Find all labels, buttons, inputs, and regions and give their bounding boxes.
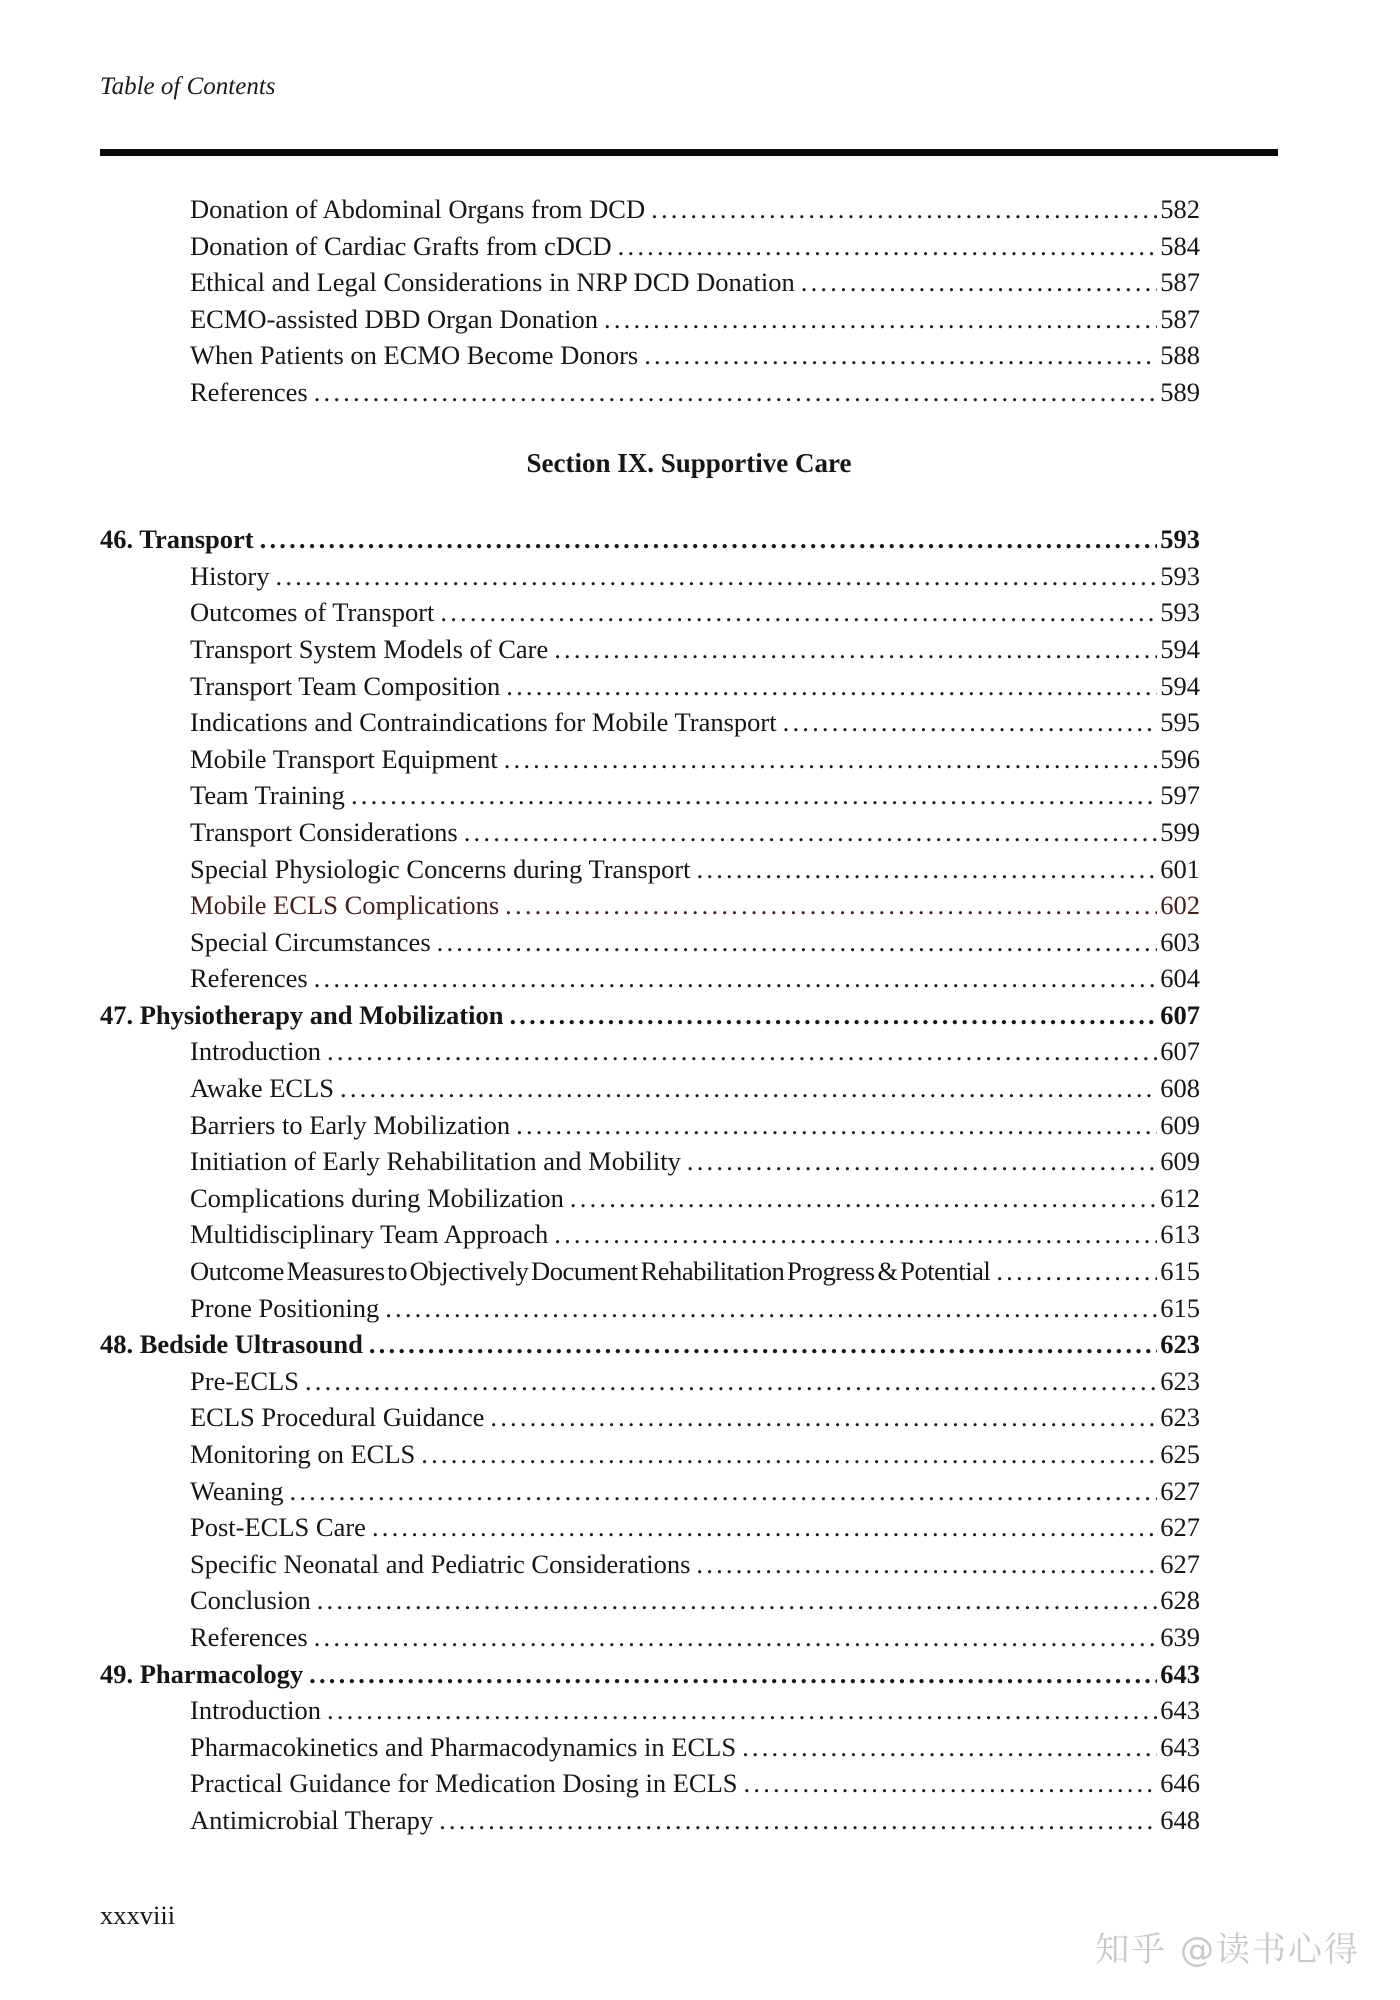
entry-page: 597 bbox=[1160, 780, 1200, 811]
entry-page: 609 bbox=[1160, 1109, 1200, 1140]
entry-label: Introduction bbox=[190, 1036, 321, 1067]
dot-leader bbox=[314, 1619, 1158, 1656]
entry-page: 648 bbox=[1160, 1804, 1200, 1835]
entry-page: 623 bbox=[1160, 1329, 1200, 1360]
toc-entry bbox=[100, 1802, 1200, 1839]
toc-entry bbox=[100, 1363, 1200, 1400]
dot-leader bbox=[744, 1765, 1158, 1802]
dot-leader bbox=[464, 814, 1158, 851]
dot-leader bbox=[509, 997, 1157, 1034]
entry-page: 615 bbox=[1160, 1256, 1200, 1287]
entry-page: 596 bbox=[1160, 743, 1200, 774]
dot-leader bbox=[314, 374, 1158, 411]
entry-label: Initiation of Early Rehabilitation and Mobility bbox=[190, 1146, 681, 1177]
toc-entry bbox=[100, 1253, 1200, 1290]
dot-leader bbox=[309, 1656, 1157, 1693]
toc-entry bbox=[100, 191, 1200, 228]
toc-entry bbox=[100, 1473, 1200, 1510]
entry-label: Team Training bbox=[190, 780, 345, 811]
entry-page: 594 bbox=[1160, 670, 1200, 701]
dot-leader bbox=[697, 851, 1158, 888]
dot-leader bbox=[687, 1143, 1157, 1180]
entry-page: 643 bbox=[1160, 1658, 1200, 1689]
toc-chapter-entry bbox=[100, 521, 1200, 558]
dot-leader bbox=[651, 191, 1157, 228]
entry-page: 584 bbox=[1160, 230, 1200, 261]
entry-label: Donation of Abdominal Organs from DCD bbox=[190, 194, 646, 224]
dot-leader bbox=[554, 1216, 1157, 1253]
entry-page: 643 bbox=[1160, 1731, 1200, 1762]
toc-entry bbox=[100, 960, 1200, 997]
entry-page: 627 bbox=[1160, 1512, 1200, 1543]
toc-entry bbox=[100, 924, 1200, 961]
dot-leader bbox=[505, 887, 1157, 924]
entry-page: 587 bbox=[1160, 303, 1200, 334]
entry-page: 625 bbox=[1160, 1439, 1200, 1469]
dot-leader bbox=[327, 1692, 1157, 1729]
entry-label: Multidisciplinary Team Approach bbox=[190, 1219, 549, 1250]
toc-entry bbox=[100, 631, 1200, 668]
entry-page: 587 bbox=[1160, 267, 1200, 298]
entry-label: Transport Considerations bbox=[190, 816, 458, 847]
entry-page: 609 bbox=[1160, 1146, 1200, 1177]
entry-label: ECLS Procedural Guidance bbox=[190, 1402, 485, 1433]
entry-label: Outcome Measures to Objectively Document Rehabilitation Progress & Potential bbox=[190, 1256, 991, 1287]
entry-label: References bbox=[190, 963, 308, 994]
folio-page-number: xxxviii bbox=[100, 1900, 176, 1930]
entry-label: Ethical and Legal Considerations in NRP DCD Donation bbox=[190, 267, 795, 298]
entry-page: 607 bbox=[1160, 1036, 1200, 1067]
entry-label: Barriers to Early Mobilization bbox=[190, 1109, 511, 1140]
toc-entry bbox=[100, 851, 1200, 888]
dot-leader bbox=[504, 741, 1158, 778]
entry-page: 589 bbox=[1160, 376, 1200, 407]
entry-label: 46. Transport bbox=[100, 524, 254, 555]
dot-leader bbox=[314, 960, 1158, 997]
toc-entry bbox=[100, 1436, 1200, 1473]
entry-label: Awake ECLS bbox=[190, 1073, 335, 1104]
dot-leader bbox=[317, 1582, 1158, 1619]
entry-page: 646 bbox=[1160, 1768, 1200, 1799]
toc-entry bbox=[100, 264, 1200, 301]
dot-leader bbox=[369, 1326, 1157, 1363]
dot-leader bbox=[696, 1546, 1157, 1583]
entry-label: Weaning bbox=[190, 1475, 284, 1506]
entry-label: Outcomes of Transport bbox=[190, 597, 435, 628]
entry-page: 588 bbox=[1160, 340, 1200, 371]
toc-entry bbox=[100, 558, 1200, 595]
dot-leader bbox=[276, 558, 1158, 595]
dot-leader bbox=[437, 924, 1158, 961]
header-rule bbox=[100, 149, 1278, 156]
entry-label: References bbox=[190, 1621, 308, 1652]
entry-page: 623 bbox=[1160, 1365, 1200, 1396]
dot-leader bbox=[783, 704, 1158, 741]
entry-label: Special Physiologic Concerns during Transport bbox=[190, 853, 691, 884]
dot-leader bbox=[490, 1399, 1157, 1436]
entry-label: Pre-ECLS bbox=[190, 1365, 299, 1396]
entry-page: 593 bbox=[1160, 524, 1200, 555]
entry-page: 627 bbox=[1160, 1475, 1200, 1506]
entry-page: 639 bbox=[1160, 1621, 1200, 1652]
entry-label: Introduction bbox=[190, 1695, 321, 1726]
entry-page: 607 bbox=[1160, 999, 1200, 1030]
toc-entry bbox=[100, 704, 1200, 741]
dot-leader bbox=[604, 301, 1157, 338]
section-heading: Section IX. Supportive Care bbox=[526, 447, 852, 478]
entry-page: 627 bbox=[1160, 1548, 1200, 1579]
toc-entry bbox=[100, 337, 1200, 374]
entry-page: 582 bbox=[1160, 194, 1200, 224]
page-header-title: Table of Contents bbox=[100, 73, 276, 100]
toc-entry bbox=[100, 1399, 1200, 1436]
entry-page: 628 bbox=[1160, 1585, 1200, 1616]
dot-leader bbox=[385, 1290, 1157, 1327]
toc-pre-entries bbox=[100, 191, 1200, 411]
dot-leader bbox=[260, 521, 1158, 558]
toc-entry bbox=[100, 1546, 1200, 1583]
entry-page: 599 bbox=[1160, 816, 1200, 847]
toc-entry bbox=[100, 1619, 1200, 1656]
entry-label: Mobile Transport Equipment bbox=[190, 743, 498, 774]
entry-label: Conclusion bbox=[190, 1585, 311, 1616]
dot-leader bbox=[305, 1363, 1157, 1400]
entry-label: Transport Team Composition bbox=[190, 670, 501, 701]
toc-entry bbox=[100, 1107, 1200, 1144]
entry-label: 49. Pharmacology bbox=[100, 1658, 304, 1689]
entry-label: ECMO-assisted DBD Organ Donation bbox=[190, 303, 599, 334]
dot-leader bbox=[516, 1107, 1157, 1144]
entry-page: 613 bbox=[1160, 1219, 1200, 1250]
dot-leader bbox=[290, 1473, 1158, 1510]
entry-page: 643 bbox=[1160, 1695, 1200, 1726]
dot-leader bbox=[570, 1180, 1157, 1217]
entry-label: Donation of Cardiac Grafts from cDCD bbox=[190, 230, 612, 261]
dot-leader bbox=[440, 594, 1157, 631]
toc bbox=[100, 191, 1200, 1839]
toc-entry bbox=[100, 814, 1200, 851]
dot-leader bbox=[372, 1509, 1157, 1546]
entry-label: 47. Physiotherapy and Mobilization bbox=[100, 999, 504, 1030]
dot-leader bbox=[801, 264, 1157, 301]
entry-label: Monitoring on ECLS bbox=[190, 1439, 416, 1469]
toc-entry bbox=[100, 594, 1200, 631]
toc-entry bbox=[100, 777, 1200, 814]
toc-entry bbox=[100, 1729, 1200, 1766]
entry-label: Prone Positioning bbox=[190, 1292, 380, 1323]
toc-entry bbox=[100, 1070, 1200, 1107]
entry-page: 608 bbox=[1160, 1073, 1200, 1104]
entry-label: Complications during Mobilization bbox=[190, 1182, 564, 1213]
toc-chapter-entry bbox=[100, 1656, 1200, 1693]
dot-leader bbox=[996, 1253, 1157, 1290]
toc-entry bbox=[100, 1290, 1200, 1327]
dot-leader bbox=[439, 1802, 1157, 1839]
entry-label: Pharmacokinetics and Pharmacodynamics in ECLS bbox=[190, 1731, 737, 1762]
toc-entry bbox=[100, 228, 1200, 265]
toc-entry bbox=[100, 1143, 1200, 1180]
toc-entry bbox=[100, 1216, 1200, 1253]
entry-page: 595 bbox=[1160, 707, 1200, 738]
entry-label: 48. Bedside Ultrasound bbox=[100, 1329, 363, 1360]
entry-label: History bbox=[190, 560, 270, 591]
entry-label: Antimicrobial Therapy bbox=[190, 1804, 434, 1835]
dot-leader bbox=[340, 1070, 1157, 1107]
toc-entry bbox=[100, 1033, 1200, 1070]
dot-leader bbox=[554, 631, 1157, 668]
entry-label: When Patients on ECMO Become Donors bbox=[190, 340, 639, 371]
entry-page: 601 bbox=[1160, 853, 1200, 884]
entry-page: 615 bbox=[1160, 1292, 1200, 1323]
entry-page: 594 bbox=[1160, 633, 1200, 664]
entry-label: Practical Guidance for Medication Dosing in ECLS bbox=[190, 1768, 738, 1799]
entry-label: Post-ECLS Care bbox=[190, 1512, 366, 1543]
toc-chapter-entry bbox=[100, 997, 1200, 1034]
toc-entry bbox=[100, 1509, 1200, 1546]
entry-label: Special Circumstances bbox=[190, 926, 431, 957]
toc-entry bbox=[100, 1582, 1200, 1619]
entry-label: Indications and Contraindications for Mobile Transport bbox=[190, 707, 777, 738]
dot-leader bbox=[618, 228, 1158, 265]
dot-leader bbox=[742, 1729, 1157, 1766]
entry-page: 604 bbox=[1160, 963, 1200, 994]
toc-entry bbox=[100, 668, 1200, 705]
toc-entry bbox=[100, 887, 1200, 924]
toc-entry bbox=[100, 1692, 1200, 1729]
entry-label: Specific Neonatal and Pediatric Considerations bbox=[190, 1548, 691, 1579]
entry-label: Mobile ECLS Complications bbox=[190, 890, 500, 921]
dot-leader bbox=[421, 1436, 1157, 1473]
entry-label: Transport System Models of Care bbox=[190, 633, 549, 664]
dot-leader bbox=[644, 337, 1157, 374]
entry-page: 593 bbox=[1160, 597, 1200, 628]
entry-page: 593 bbox=[1160, 560, 1200, 591]
toc-entry bbox=[100, 374, 1200, 411]
toc-entry bbox=[100, 1765, 1200, 1802]
watermark-text: 知乎 @读书心得 bbox=[1095, 1930, 1360, 1970]
toc-chapter-entries bbox=[100, 521, 1200, 1838]
entry-page: 603 bbox=[1160, 926, 1200, 957]
entry-page: 612 bbox=[1160, 1182, 1200, 1213]
toc-entry bbox=[100, 741, 1200, 778]
entry-label: References bbox=[190, 376, 308, 407]
entry-page: 623 bbox=[1160, 1402, 1200, 1433]
toc-entry bbox=[100, 301, 1200, 338]
entry-page: 602 bbox=[1160, 890, 1200, 921]
dot-leader bbox=[506, 668, 1157, 705]
toc-entry bbox=[100, 1180, 1200, 1217]
dot-leader bbox=[351, 777, 1157, 814]
toc-chapter-entry bbox=[100, 1326, 1200, 1363]
dot-leader bbox=[327, 1033, 1157, 1070]
